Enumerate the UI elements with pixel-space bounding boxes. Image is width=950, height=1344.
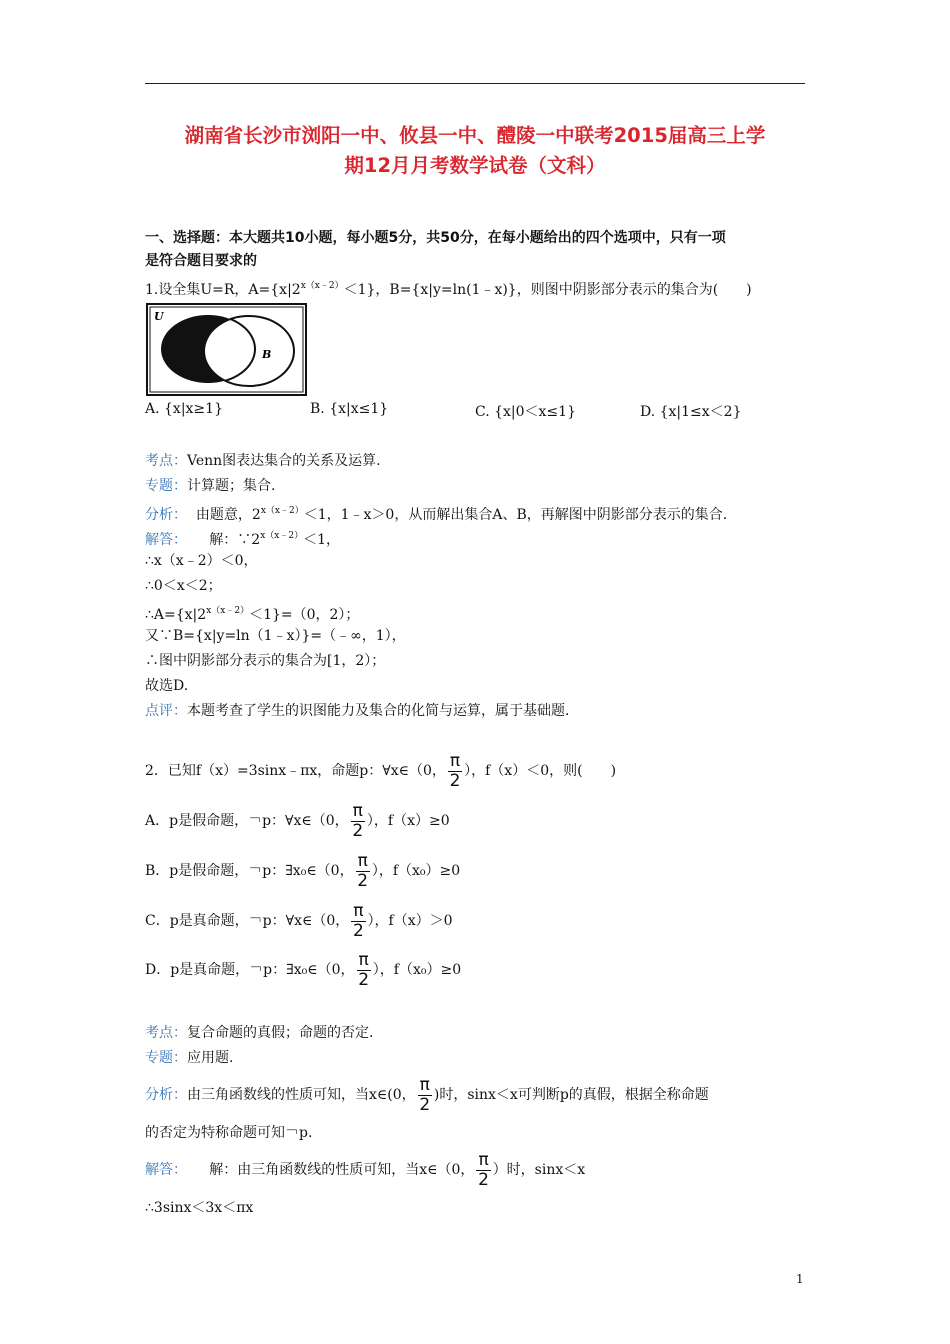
q1-dianping: 点评：本题考查了学生的识图能力及集合的化简与运算，属于基础题. <box>145 703 570 719</box>
q1-zhuanti: 专题：计算题；集合. <box>145 478 276 494</box>
q2-choice-d: D．p是真命题，￢p：∃x₀∈（0， $\frac{\pi}{2}$ ），f（x₀）≥0 <box>145 949 462 990</box>
q2-choice-a: A．p是假命题，￢p：∀x∈（0， $\frac{\pi}{2}$ ），f（x）≥0 <box>145 800 450 841</box>
pi-over-2-fraction: $\frac{\pi}{2}$ <box>352 900 364 941</box>
pi-over-2-fraction: $\frac{\pi}{2}$ <box>478 1149 489 1190</box>
q1-step-6: 故选D. <box>145 678 189 694</box>
title-line-1: 湖南省长沙市浏阳一中、攸县一中、醴陵一中联考2015届高三上学 <box>184 124 766 147</box>
title-line-2: 期12月月考数学试卷（文科） <box>344 154 606 177</box>
q2-zhuanti: 专题：应用题. <box>145 1050 234 1066</box>
pi-over-2-fraction: $\frac{\pi}{2}$ <box>352 800 364 841</box>
header-rule <box>145 83 805 84</box>
q2-step-1: ∴3sinx＜3x＜πx <box>145 1200 254 1216</box>
q1-step-1: ∴x（x﹣2）＜0， <box>145 553 258 569</box>
pi-over-2-fraction: $\frac{\pi}{2}$ <box>358 949 370 990</box>
page-number: 1 <box>796 1272 804 1286</box>
q1-step-2: ∴0＜x＜2； <box>145 578 222 594</box>
pi-over-2-fraction: $\frac{\pi}{2}$ <box>449 750 461 791</box>
q2-kaodian: 考点：复合命题的真假；命题的否定. <box>145 1025 374 1041</box>
q2-fenxi-cont: 的否定为特称命题可知￢p. <box>145 1125 313 1141</box>
document-title <box>145 121 805 181</box>
section-heading-line-1: 一、选择题：本大题共10小题，每小题5分，共50分，在每小题给出的四个选项中，只有一项 <box>145 230 726 246</box>
pi-over-2-fraction: $\frac{\pi}{2}$ <box>419 1074 431 1115</box>
q1-step-4: 又∵B={x|y=ln（1﹣x）}=（﹣∞，1）， <box>145 628 406 644</box>
q2-stem: 2．已知f（x）=3sinx﹣πx，命题p：∀x∈（0， $\frac{\pi}{2}$ ），f（x）＜0，则( ) <box>145 750 617 791</box>
q2-choice-b: B．p是假命题，￢p：∃x₀∈（0， $\frac{\pi}{2}$ ），f（x₀）≥0 <box>145 850 461 891</box>
q1-choice-d: D. {x|1≤x＜2} <box>640 404 742 420</box>
q1-choice-a: A. {x|x≥1} <box>145 401 223 417</box>
q1-step-5: ∴图中阴影部分表示的集合为[1，2）； <box>145 653 386 669</box>
venn-label-b: B <box>262 348 272 361</box>
q2-jieda: 解答： 解：由三角函数线的性质可知，当x∈（0， $\frac{\pi}{2}$ ）时，sinx＜x <box>145 1149 586 1190</box>
venn-diagram <box>146 303 308 397</box>
q1-step-3: $\therefore A=\{x|2^{x(x﹣2)}<1\}=(0$，2）； <box>145 606 360 623</box>
q2-fenxi: 分析：由三角函数线的性质可知，当x∈(0， $\frac{\pi}{2}$ )时，sinx＜x可判断p的真假，根据全称命题 <box>145 1074 709 1115</box>
q1-stem: 1.设全集U=R，$A=\{x|2^{x(x﹣2)}<1\}$，B={x|y=ln(1﹣x)}，则图中阴影部分表示的集合为( ) <box>145 281 752 298</box>
q1-jieda: 解答： 解：$\because 2^{x(x﹣2)}<1$， <box>145 531 340 548</box>
pi-over-2-fraction: $\frac{\pi}{2}$ <box>357 850 369 891</box>
venn-label-u: U <box>154 310 164 323</box>
q1-choice-b: B. {x|x≤1} <box>310 401 389 417</box>
q1-fenxi: 分析： 由题意，$2^{x(x﹣2)}<1$，1﹣x＞0，从而解出集合A、B，再解图中阴影部分表示的集合. <box>145 506 728 523</box>
q2-choice-c: C．p是真命题，￢p：∀x∈（0， $\frac{\pi}{2}$ ），f（x）＞0 <box>145 900 453 941</box>
section-heading-line-2: 是符合题目要求的 <box>145 253 257 269</box>
q1-kaodian: 考点：Venn图表达集合的关系及运算. <box>145 453 381 469</box>
q1-choice-c: C. {x|0＜x≤1} <box>475 404 576 420</box>
